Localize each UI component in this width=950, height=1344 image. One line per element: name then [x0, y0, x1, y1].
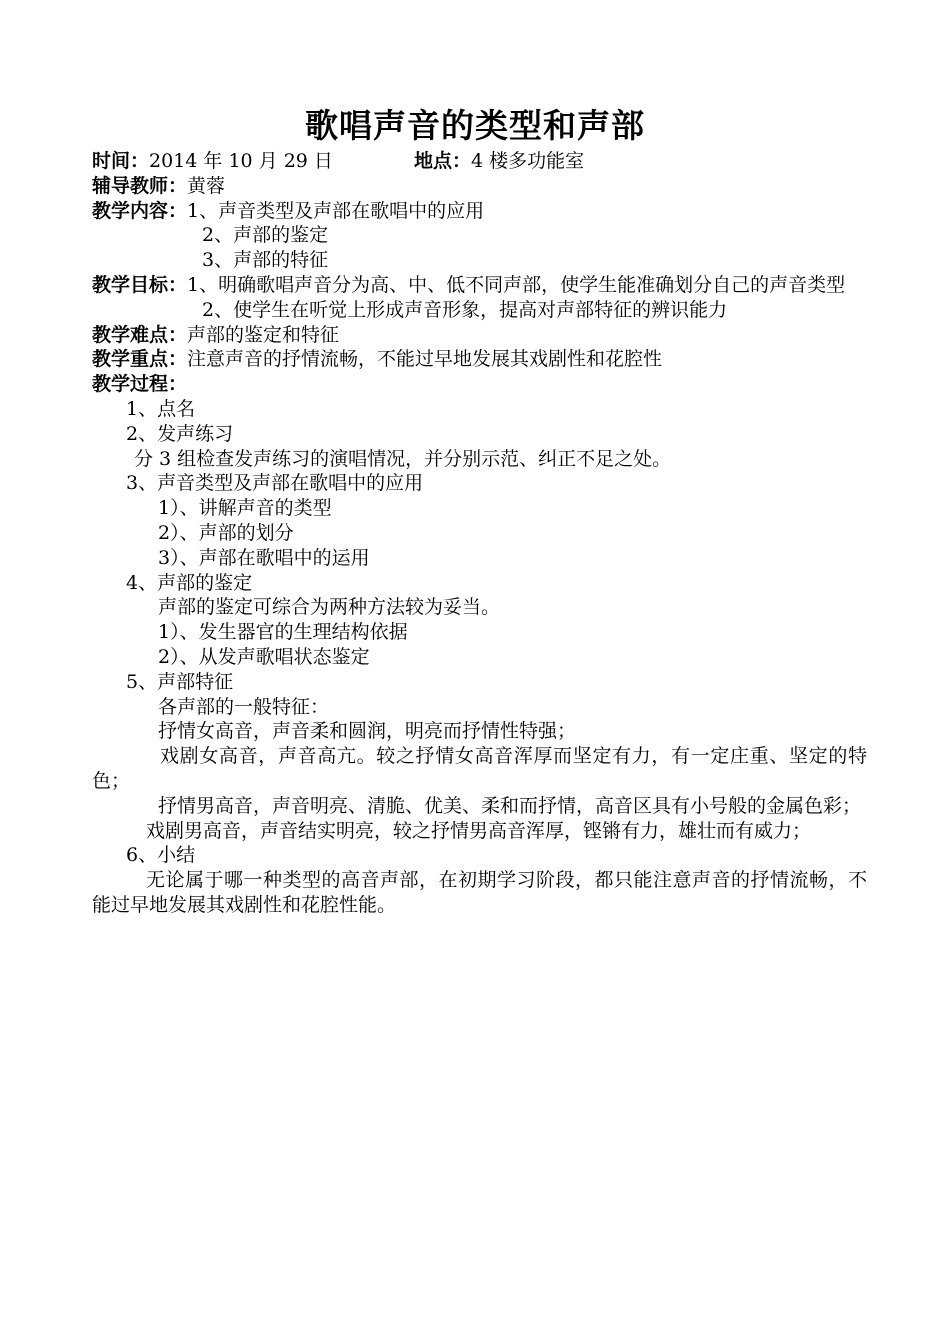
- process-paragraph: 无论属于哪一种类型的高音声部，在初期学习阶段，都只能注意声音的抒情流畅，不能过早地发展其戏剧性和花腔性能。: [92, 869, 867, 916]
- time-field: [92, 149, 414, 174]
- process-text: 抒情女高音，声音柔和圆润，明亮而抒情性特强；: [158, 720, 577, 743]
- place-label: 地点：: [414, 150, 472, 172]
- objective-item: 1、明确歌唱声音分为高、中、低不同声部，使学生能准确划分自己的声音类型: [187, 273, 846, 296]
- time-value: 2014 年 10 月 29 日: [149, 150, 333, 172]
- process-step: 1、点名: [126, 397, 196, 420]
- teacher-label: 辅导教师：: [92, 174, 188, 197]
- process-paragraph: 抒情男高音，声音明亮、清脆、优美、柔和而抒情，高音区具有小号般的金属色彩；: [158, 794, 862, 817]
- process-step: 3、声音类型及声部在歌唱中的应用: [126, 472, 424, 495]
- difficulty-field: [92, 323, 867, 348]
- process-subitem: 2）、从发声歌唱状态鉴定: [158, 645, 370, 668]
- objective-item: 2、使学生在听觉上形成声音形象，提高对声部特征的辨识能力: [202, 298, 728, 321]
- content-field: [92, 199, 867, 224]
- process-subitem: 3）、声部在歌唱中的运用: [158, 546, 370, 569]
- meta-row: [92, 149, 867, 174]
- process-paragraph: 戏剧男高音，声音结实明亮，较之抒情男高音浑厚，铿锵有力，雄壮而有威力；: [146, 819, 812, 842]
- process-subitem: 2）、声部的划分: [158, 521, 294, 544]
- process-field: [92, 372, 867, 397]
- process-step: 4、声部的鉴定: [126, 571, 253, 594]
- content-label: 教学内容：: [92, 199, 188, 222]
- process-text: 各声部的一般特征：: [158, 695, 330, 718]
- process-text: 声部的鉴定可综合为两种方法较为妥当。: [158, 596, 501, 619]
- place-field: [414, 149, 584, 174]
- process-subitem: 1）、发生器官的生理结构依据: [158, 621, 408, 644]
- process-text: 分 3 组检查发声练习的演唱情况，并分别示范、纠正不足之处。: [134, 447, 672, 470]
- document-body: [92, 149, 867, 918]
- process-step: 5、声部特征: [126, 670, 234, 693]
- process-label: 教学过程：: [92, 373, 188, 396]
- objectives-label: 教学目标：: [92, 273, 188, 296]
- time-label: 时间：: [92, 150, 150, 172]
- content-item: 2、声部的鉴定: [202, 224, 329, 247]
- content-item: 3、声部的特征: [202, 249, 329, 272]
- objectives-field: [92, 273, 867, 298]
- place-value: 4 楼多功能室: [471, 150, 585, 172]
- document-title: 歌唱声音的类型和声部: [305, 106, 645, 145]
- difficulty-label: 教学难点：: [92, 323, 188, 346]
- process-step: 2、发声练习: [126, 422, 234, 445]
- process-paragraph: 戏剧女高音，声音高亢。较之抒情女高音浑厚而坚定有力，有一定庄重、坚定的特色；: [92, 745, 867, 792]
- process-step: 6、小结: [126, 844, 196, 867]
- difficulty-value: 声部的鉴定和特征: [187, 323, 340, 346]
- teacher-value: 黄蓉: [187, 174, 226, 197]
- teacher-field: [92, 174, 867, 199]
- focus-field: [92, 347, 867, 372]
- content-item: 1、声音类型及声部在歌唱中的应用: [187, 199, 485, 222]
- process-subitem: 1）、讲解声音的类型: [158, 497, 332, 520]
- focus-label: 教学重点：: [92, 348, 188, 371]
- focus-value: 注意声音的抒情流畅，不能过早地发展其戏剧性和花腔性: [187, 348, 663, 371]
